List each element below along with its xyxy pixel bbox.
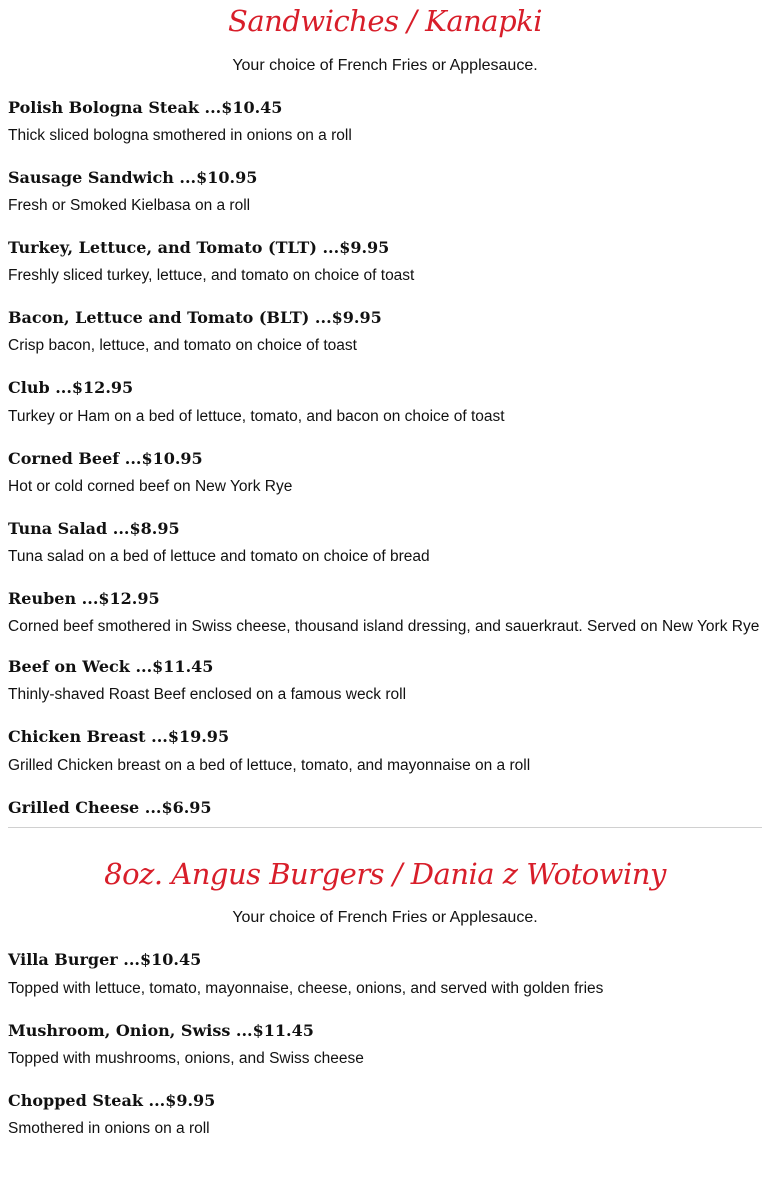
menu-item-description: Grilled Chicken breast on a bed of lettuce, tomato, and mayonnaise on a roll (8, 757, 531, 774)
menu-item-description: Hot or cold corned beef on New York Rye (8, 478, 293, 495)
section-subtitle-burgers: Your choice of French Fries or Applesauce. (232, 909, 538, 926)
menu-item (8, 1021, 762, 1068)
menu-item-description: Smothered in onions on a roll (8, 1120, 210, 1137)
section-subtitle-sandwiches: Your choice of French Fries or Applesauce. (232, 57, 538, 74)
menu-item (8, 589, 762, 636)
menu-item-name: Mushroom, Onion, Swiss ...$11.45 (8, 1021, 314, 1040)
menu-item (8, 378, 762, 426)
section-title-sandwiches: Sandwiches / Kanapki (228, 4, 542, 38)
menu-item (8, 449, 762, 496)
menu-item (8, 657, 762, 704)
menu-item (8, 727, 762, 775)
menu-item-name: Villa Burger ...$10.45 (8, 950, 202, 969)
menu-item (8, 238, 762, 285)
menu-item-description: Crisp bacon, lettuce, and tomato on choice of toast (8, 337, 357, 354)
menu-item-name: Turkey, Lettuce, and Tomato (TLT) ...$9.95 (8, 238, 390, 257)
menu-item-name: Chicken Breast ...$19.95 (8, 727, 230, 746)
menu-item-name: Beef on Weck ...$11.45 (8, 657, 214, 676)
menu-item-description: Thinly-shaved Roast Beef enclosed on a famous weck roll (8, 686, 407, 703)
menu-item (8, 798, 762, 818)
menu-item-name: Club ...$12.95 (8, 378, 134, 397)
menu-item-name: Polish Bologna Steak ...$10.45 (8, 98, 283, 117)
menu-item (8, 950, 762, 998)
menu-item-description: Topped with mushrooms, onions, and Swiss cheese (8, 1050, 364, 1067)
menu-item-name: Reuben ...$12.95 (8, 589, 160, 608)
menu-item-name: Chopped Steak ...$9.95 (8, 1091, 216, 1110)
menu-item-description: Fresh or Smoked Kielbasa on a roll (8, 197, 251, 214)
menu-item (8, 168, 762, 215)
menu-item-description: Corned beef smothered in Swiss cheese, thousand island dressing, and sauerkraut. Served on New York Rye (8, 618, 760, 635)
section-title-burgers: 8oz. Angus Burgers / Dania z Wotowiny (104, 857, 666, 891)
menu-item-description: Thick sliced bologna smothered in onions on a roll (8, 127, 352, 144)
menu-item (8, 519, 762, 566)
menu-item-name: Tuna Salad ...$8.95 (8, 519, 180, 538)
menu-item-description: Turkey or Ham on a bed of lettuce, tomato, and bacon on choice of toast (8, 408, 505, 425)
menu-item (8, 1091, 762, 1138)
menu-item-name: Grilled Cheese ...$6.95 (8, 798, 212, 817)
menu-item (8, 308, 762, 355)
menu-item-name: Bacon, Lettuce and Tomato (BLT) ...$9.95 (8, 308, 382, 327)
menu-item-description: Tuna salad on a bed of lettuce and tomato on choice of bread (8, 548, 430, 565)
menu-item-description: Freshly sliced turkey, lettuce, and tomato on choice of toast (8, 267, 415, 284)
menu-item-name: Corned Beef ...$10.95 (8, 449, 203, 468)
menu-item-description: Topped with lettuce, tomato, mayonnaise, cheese, onions, and served with golden fries (8, 980, 604, 997)
menu-item-name: Sausage Sandwich ...$10.95 (8, 168, 258, 187)
menu-item (8, 98, 762, 145)
